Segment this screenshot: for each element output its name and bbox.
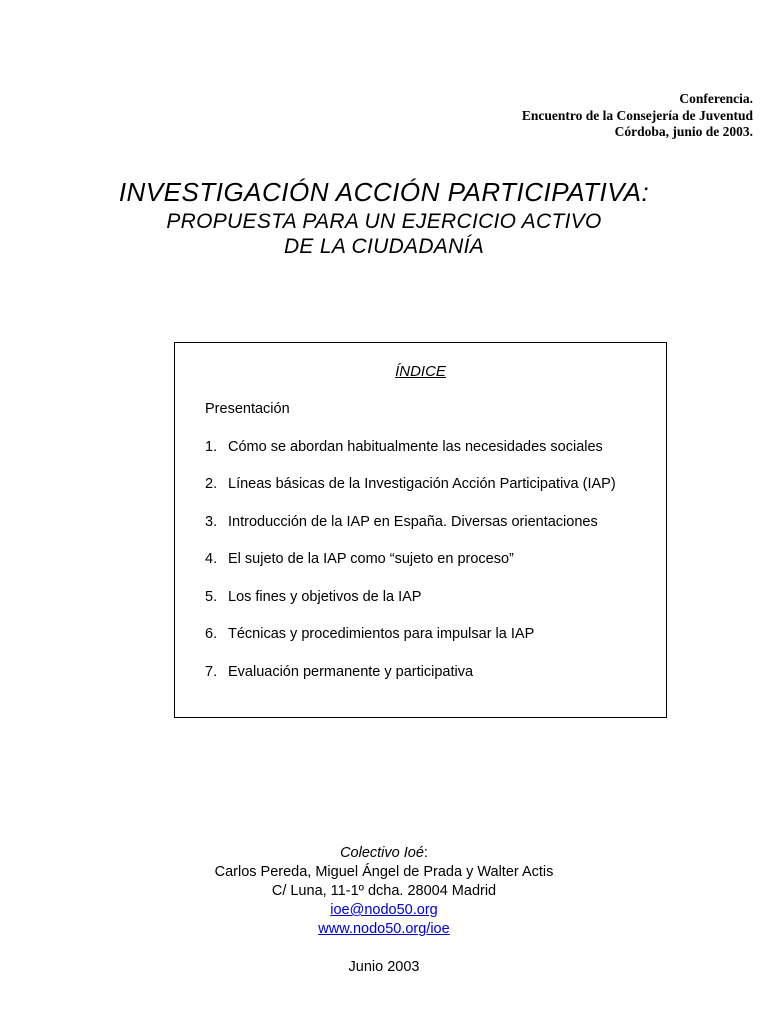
address: C/ Luna, 11-1º dcha. 28004 Madrid xyxy=(271,883,497,899)
website-link[interactable]: www.nodo50.org/ioe xyxy=(318,921,450,937)
header-line-event: Encuentro de la Consejería de Juventud xyxy=(521,107,753,123)
authors: Carlos Pereda, Miguel Ángel de Prada y Walter Actis xyxy=(214,864,554,880)
toc-item-label: El sujeto de la IAP como “sujeto en proceso” xyxy=(228,551,514,567)
toc-item-label: Cómo se abordan habitualmente las necesidades sociales xyxy=(228,438,603,455)
toc-item-2 xyxy=(205,475,656,513)
toc-item-number: 3. xyxy=(205,513,218,530)
title-main: INVESTIGACIÓN ACCIÓN PARTICIPATIVA: xyxy=(118,177,650,207)
toc-list xyxy=(205,400,656,700)
toc-item-label: Los fines y objetivos de la IAP xyxy=(228,588,422,605)
conference-header xyxy=(333,91,753,141)
toc-item-number: 6. xyxy=(205,626,218,642)
toc-item-number: 2. xyxy=(205,476,218,492)
group-name-colon: : xyxy=(423,845,428,861)
toc-item-label: Presentación xyxy=(205,401,290,417)
toc-item-number: 1. xyxy=(205,438,218,455)
toc-item-number: 5. xyxy=(205,588,218,605)
email-link[interactable]: ioe@nodo50.org xyxy=(330,902,438,918)
toc-item-label: Líneas básicas de la Investigación Acción Participativa (IAP) xyxy=(228,476,616,492)
toc-item-4 xyxy=(205,550,656,588)
title-subtitle-line2: DE LA CIUDADANÍA xyxy=(283,235,485,258)
author-credits xyxy=(0,844,768,977)
publication-date: Junio 2003 xyxy=(348,959,420,975)
toc-item-label: Evaluación permanente y participativa xyxy=(228,663,474,680)
toc-item-number: 4. xyxy=(205,551,218,567)
title-subtitle-line1: PROPUESTA PARA UN EJERCICIO ACTIVO xyxy=(166,210,602,233)
group-name-line xyxy=(0,844,768,863)
toc-item-label: Técnicas y procedimientos para impulsar la IAP xyxy=(228,626,535,642)
toc-item-number: 7. xyxy=(205,663,218,680)
toc-item-6 xyxy=(205,625,656,663)
toc-item-1 xyxy=(205,438,656,476)
toc-heading: ÍNDICE xyxy=(395,363,446,380)
table-of-contents xyxy=(174,342,667,718)
toc-item-presentation xyxy=(205,400,656,438)
header-line-conference: Conferencia. xyxy=(679,91,753,106)
header-line-place-date: Córdoba, junio de 2003. xyxy=(614,124,753,139)
toc-item-label: Introducción de la IAP en España. Diversas orientaciones xyxy=(228,513,598,530)
toc-item-7 xyxy=(205,663,656,701)
toc-item-3 xyxy=(205,513,656,551)
document-title xyxy=(0,175,768,259)
toc-item-5 xyxy=(205,588,656,626)
group-name: Colectivo Ioé xyxy=(340,845,424,861)
